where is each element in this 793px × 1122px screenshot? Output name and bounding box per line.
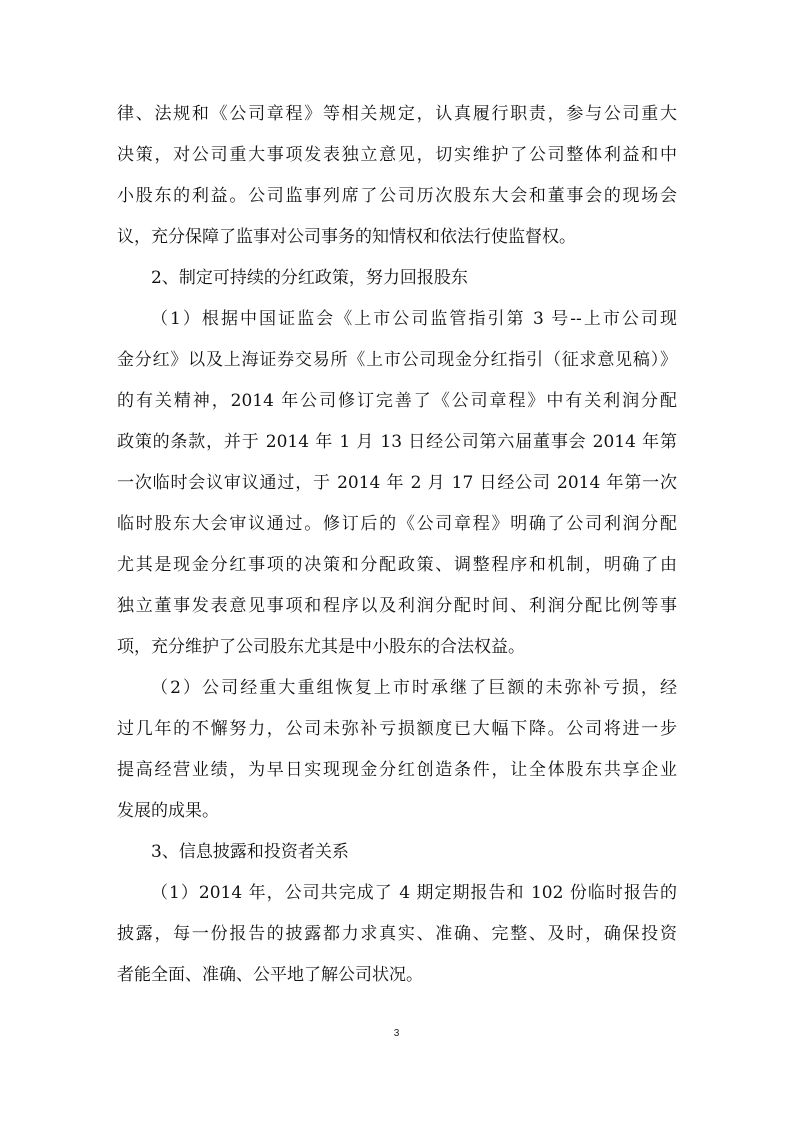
text-line: 律、法规和《公司章程》等相关规定，认真履行职责，参与公司重大 [117, 104, 677, 124]
text-line: 独立董事发表意见事项和程序以及利润分配时间、利润分配比例等事 [117, 596, 677, 616]
text-line: 项，充分维护了公司股东尤其是中小股东的合法权益。 [117, 637, 525, 657]
text-line: 2、制定可持续的分红政策，努力回报股东 [151, 268, 468, 288]
text-line: 提高经营业绩，为早日实现现金分红创造条件，让全体股东共享企业 [117, 760, 677, 780]
body-text [117, 94, 677, 996]
text-line: 发展的成果。 [117, 801, 219, 821]
text-line: 金分红》以及上海证券交易所《上市公司现金分红指引（征求意见稿）》 [117, 350, 677, 370]
text-line: 3、信息披露和投资者关系 [151, 842, 349, 862]
text-line: 者能全面、准确、公平地了解公司状况。 [117, 965, 423, 985]
text-line: 决策，对公司重大事项发表独立意见，切实维护了公司整体利益和中 [117, 145, 677, 165]
text-line: （2）公司经重大重组恢复上市时承继了巨额的未弥补亏损，经 [151, 678, 677, 698]
text-line: 过几年的不懈努力，公司未弥补亏损额度已大幅下降。公司将进一步 [117, 719, 677, 739]
text-line: （1）2014 年，公司共完成了 4 期定期报告和 102 份临时报告的 [151, 883, 677, 903]
text-line: 临时股东大会审议通过。修订后的《公司章程》明确了公司利润分配 [117, 514, 677, 534]
text-line: （1）根据中国证监会《上市公司监管指引第 3 号--上市公司现 [151, 309, 677, 329]
text-line: 议，充分保障了监事对公司事务的知情权和依法行使监督权。 [117, 227, 576, 247]
text-line: 一次临时会议审议通过，于 2014 年 2 月 17 日经公司 2014 年第一次 [117, 473, 677, 493]
text-line: 的有关精神，2014 年公司修订完善了《公司章程》中有关利润分配 [117, 391, 677, 411]
text-line: 政策的条款，并于 2014 年 1 月 13 日经公司第六届董事会 2014 年第 [117, 432, 677, 452]
page-number: 3 [393, 1028, 400, 1039]
text-line: 尤其是现金分红事项的决策和分配政策、调整程序和机制，明确了由 [117, 555, 677, 575]
text-line: 小股东的利益。公司监事列席了公司历次股东大会和董事会的现场会 [117, 186, 677, 206]
text-line: 披露，每一份报告的披露都力求真实、准确、完整、及时，确保投资 [117, 924, 677, 944]
